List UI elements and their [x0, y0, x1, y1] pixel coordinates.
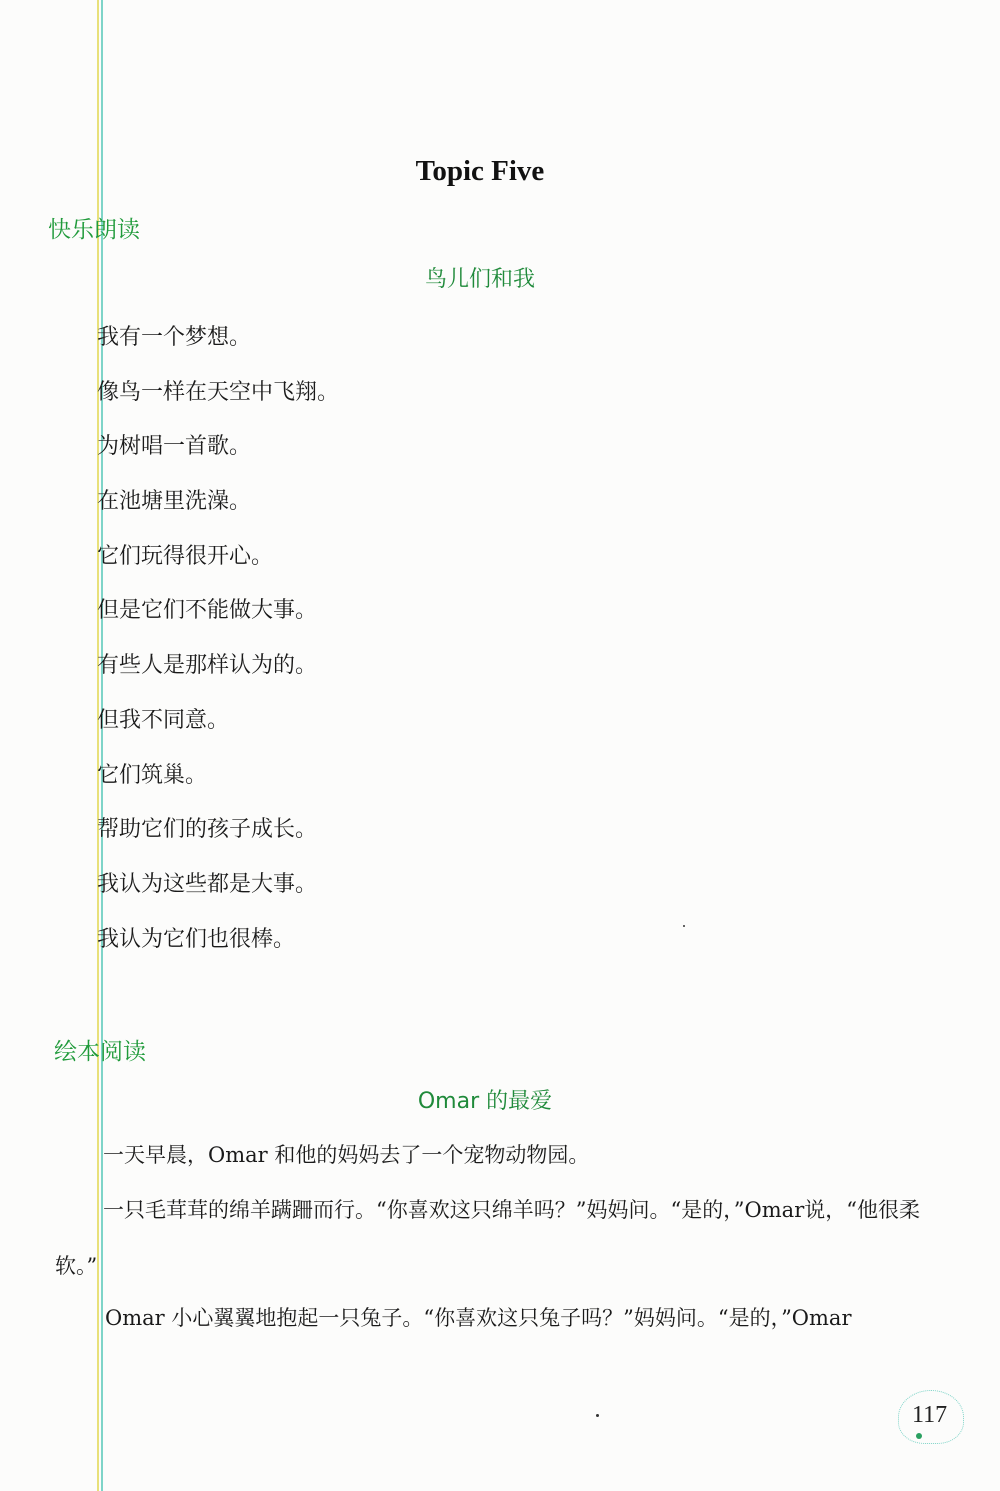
poem-lines — [97, 318, 339, 974]
page-number: 117 — [912, 1402, 948, 1428]
poem-line: 我认为这些都是大事。 — [97, 871, 318, 897]
story-paragraph: 一天早晨，Omar 和他的妈妈去了一个宠物动物园。 — [103, 1143, 590, 1167]
story-title: Omar 的最爱 — [417, 1089, 553, 1114]
poem-line: 帮助它们的孩子成长。 — [97, 817, 318, 843]
poem-line: 它们玩得很开心。 — [97, 543, 274, 569]
poem-line: 但我不同意。 — [97, 707, 230, 733]
poem-line: 像鸟一样在天空中飞翔。 — [97, 379, 340, 405]
story-paragraph: Omar 小心翼翼地抱起一只兔子。“你喜欢这只兔子吗？”妈妈问。“是的，”Omar — [105, 1306, 852, 1330]
poem-line: 为树唱一首歌。 — [97, 434, 252, 460]
page-number-dot — [916, 1433, 922, 1439]
poem-line: 我认为它们也很棒。 — [97, 926, 296, 952]
poem-line: 它们筑巢。 — [97, 762, 208, 788]
poem-line: 我有一个梦想。 — [97, 325, 252, 350]
story-paragraph: 一只毛茸茸的绵羊蹒跚而行。“你喜欢这只绵羊吗？”妈妈问。“是的，”Omar说，“他很柔软。” — [55, 1198, 920, 1278]
poem-line: 有些人是那样认为的。 — [97, 653, 318, 679]
poem-title: 鸟儿们和我 — [424, 267, 535, 292]
poem-line: 但是它们不能做大事。 — [97, 598, 318, 624]
print-speck — [683, 925, 685, 927]
section-label-picture-book: 绘本阅读 — [54, 1039, 146, 1065]
print-speck — [596, 1414, 599, 1417]
poem-line: 在池塘里洗澡。 — [97, 489, 252, 515]
section-label-happy-reading: 快乐朗读 — [48, 217, 140, 243]
page-title: Topic Five — [415, 155, 545, 187]
